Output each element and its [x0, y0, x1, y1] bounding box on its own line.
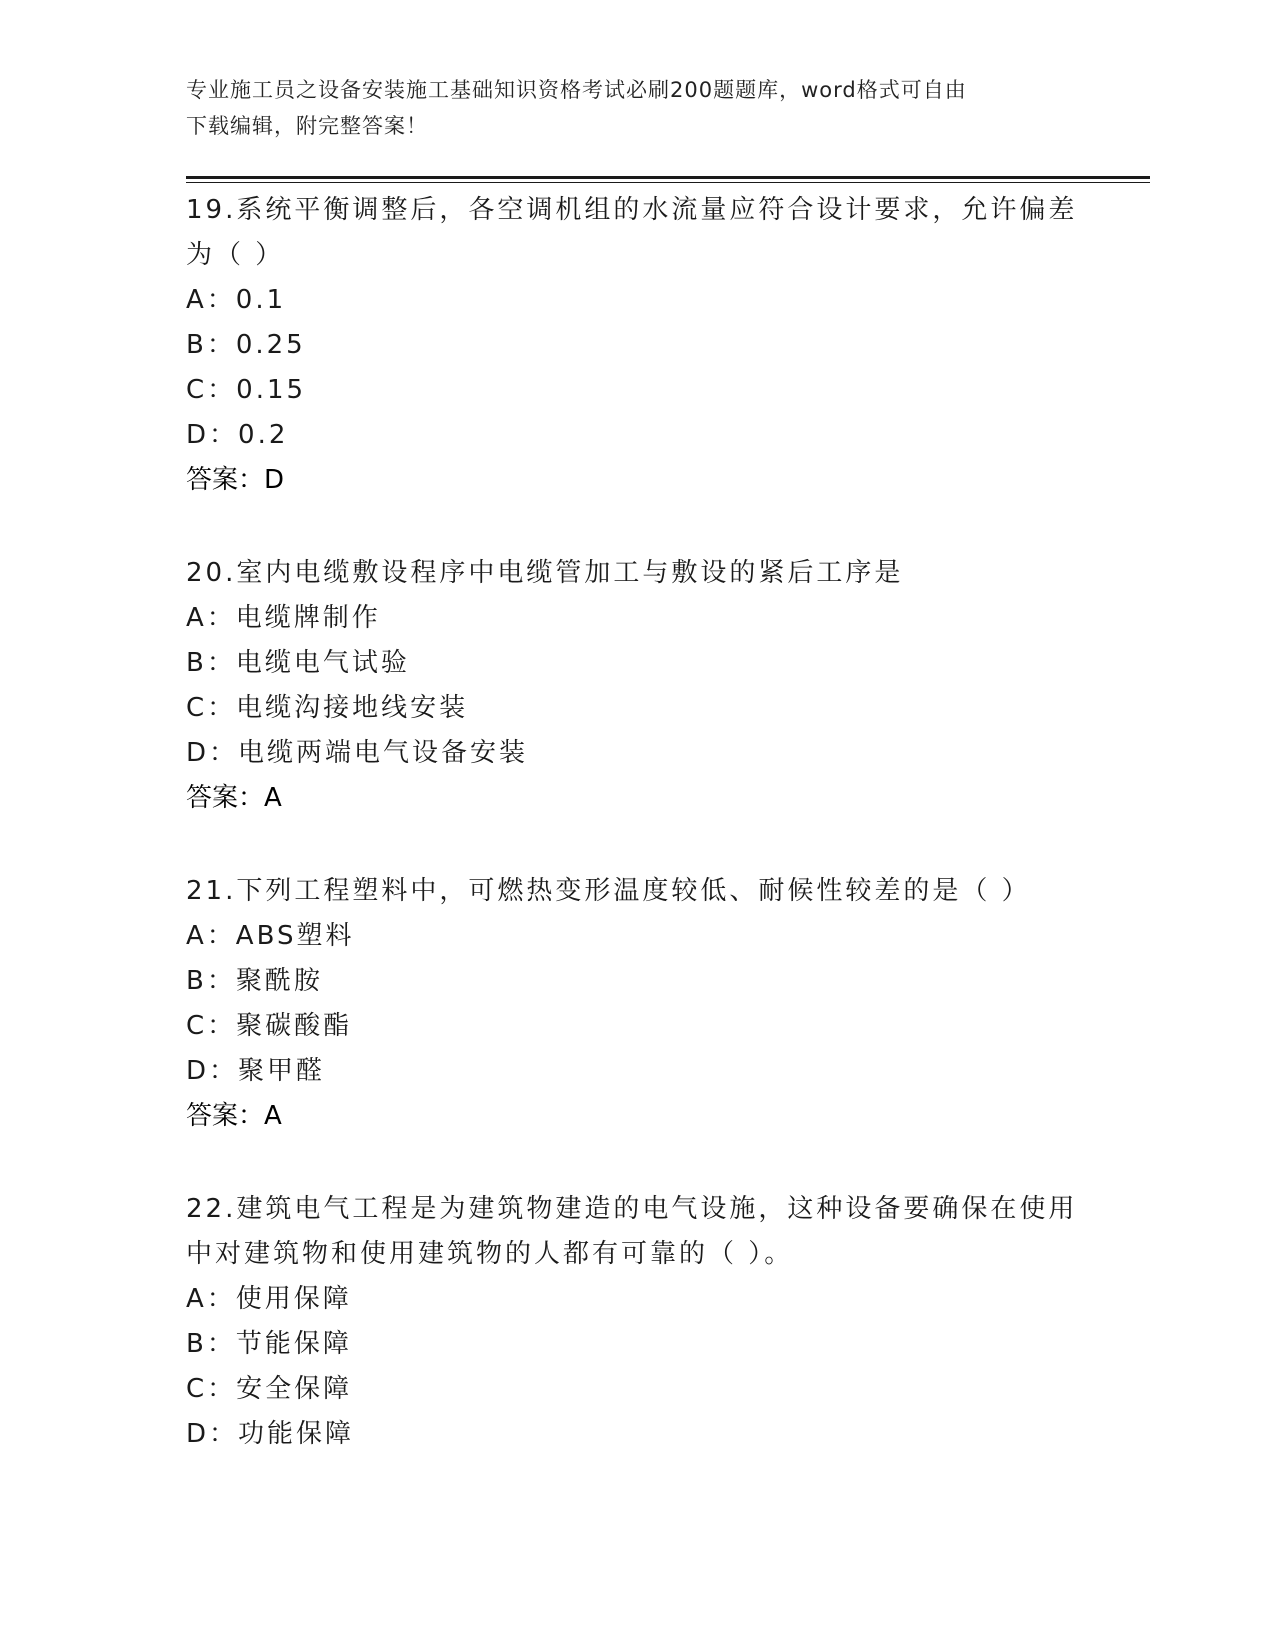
header-divider-thick — [186, 176, 1150, 179]
question-22 — [186, 1187, 1086, 1457]
question-20 — [186, 551, 1086, 821]
question-stem: 19.系统平衡调整后，各空调机组的水流量应符合设计要求，允许偏差 — [186, 195, 1078, 225]
question-stem: 20.室内电缆敷设程序中电缆管加工与敷设的紧后工序是 — [186, 558, 904, 588]
document-title-line-2: 下载编辑，附完整答案！ — [186, 114, 428, 138]
option-a: A：使用保障 — [186, 1284, 352, 1314]
option-b: B：电缆电气试验 — [186, 648, 410, 678]
header-divider-thin — [186, 182, 1150, 183]
option-a: A：0.1 — [186, 285, 287, 315]
question-19 — [186, 188, 1086, 503]
question-stem-continued: 为（ ） — [186, 240, 285, 270]
option-b: B：聚酰胺 — [186, 966, 323, 996]
document-title-line-1: 专业施工员之设备安装施工基础知识资格考试必刷200题题库，word格式可自由 — [186, 78, 967, 102]
option-c: C：电缆沟接地线安装 — [186, 693, 469, 723]
option-d: D：功能保障 — [186, 1419, 355, 1449]
question-stem: 21.下列工程塑料中，可燃热变形温度较低、耐候性较差的是（ ） — [186, 876, 1031, 906]
option-a: A：ABS塑料 — [186, 921, 355, 951]
question-21 — [186, 869, 1086, 1139]
option-b: B：节能保障 — [186, 1329, 352, 1359]
answer: 答案：D — [186, 465, 285, 495]
option-d: D：0.2 — [186, 420, 289, 450]
answer: 答案：A — [186, 1101, 282, 1131]
option-c: C：安全保障 — [186, 1374, 353, 1404]
option-c: C：聚碳酸酯 — [186, 1011, 353, 1041]
question-stem-continued: 中对建筑物和使用建筑物的人都有可靠的（ ）。 — [186, 1239, 794, 1269]
option-d: D：电缆两端电气设备安装 — [186, 738, 529, 768]
question-stem: 22.建筑电气工程是为建筑物建造的电气设施，这种设备要确保在使用 — [186, 1194, 1078, 1224]
document-title — [186, 72, 1066, 144]
option-d: D：聚甲醛 — [186, 1056, 326, 1086]
answer: 答案：A — [186, 783, 282, 813]
option-b: B：0.25 — [186, 330, 306, 360]
option-c: C：0.15 — [186, 375, 307, 405]
option-a: A：电缆牌制作 — [186, 603, 381, 633]
